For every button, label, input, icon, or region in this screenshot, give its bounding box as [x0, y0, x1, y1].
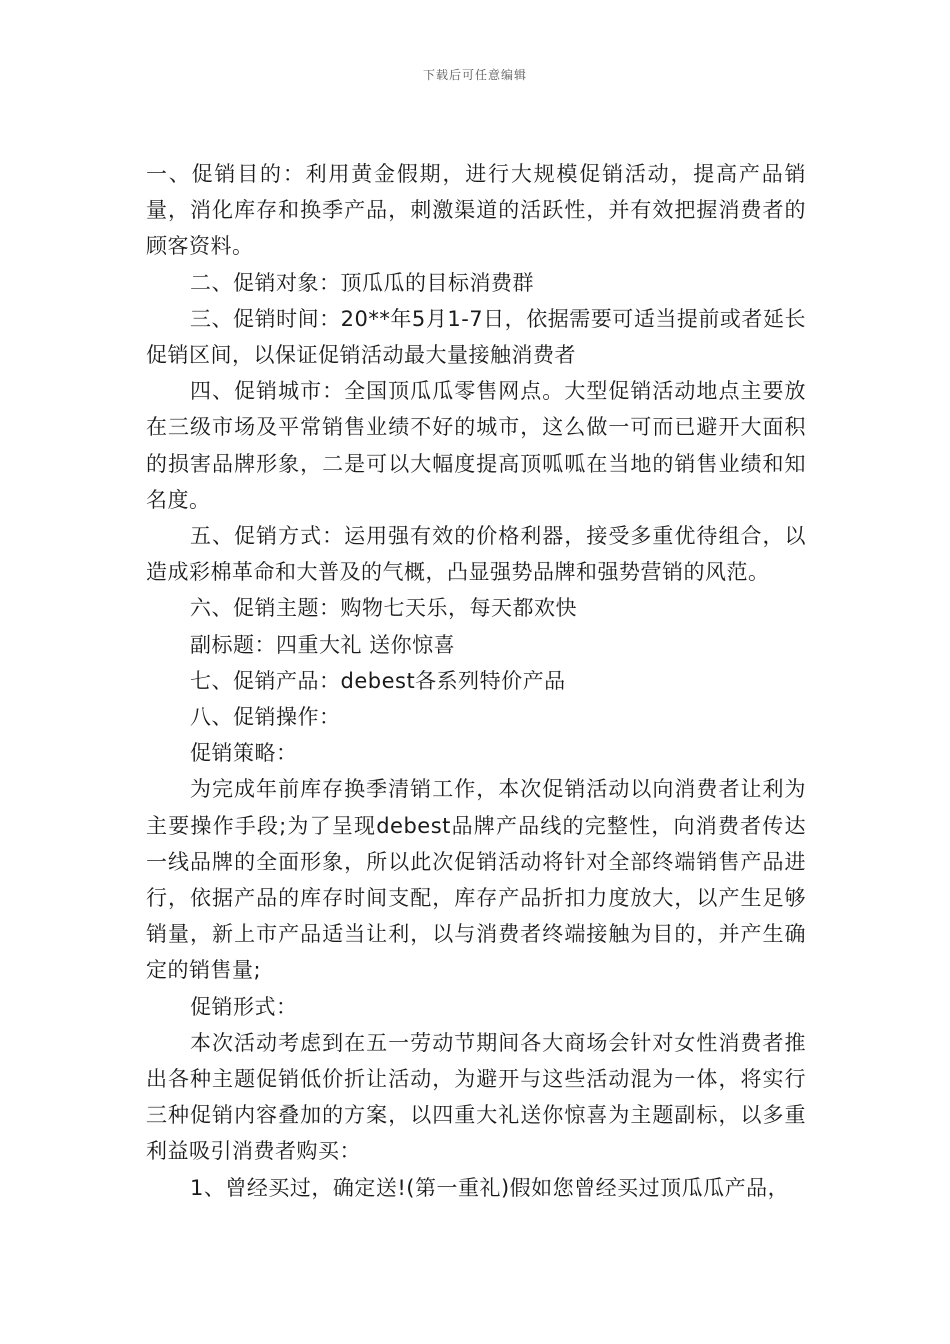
paragraph-form: 本次活动考虑到在五一劳动节期间各大商场会针对女性消费者推出各种主题促销低价折让活动，为避开与这些活动混为一体，将实行三种促销内容叠加的方案，以四重大礼送你惊喜为主题副标，以多重利益吸引消费者购买： — [146, 1030, 806, 1164]
paragraph-target: 二、促销对象：顶瓜瓜的目标消费群 — [190, 270, 534, 295]
paragraph-theme: 六、促销主题：购物七天乐，每天都欢快 — [190, 596, 577, 621]
paragraph-first-gift: 1、曾经买过，确定送!(第一重礼)假如您曾经买过顶瓜瓜产品， — [190, 1175, 790, 1200]
paragraph-form-heading: 促销形式： — [190, 994, 298, 1019]
paragraph-operation: 八、促销操作： — [190, 705, 341, 730]
paragraph-city: 四、促销城市：全国顶瓜瓜零售网点。大型促销活动地点主要放在三级市场及平常销售业绩不好的城市，这么做一可而已避开大面积的损害品牌形象，二是可以大幅度提高顶呱呱在当地的销售业绩和知名度。 — [146, 379, 806, 512]
page-header: 下载后可任意编辑 — [422, 68, 527, 82]
paragraph-strategy-heading: 促销策略： — [190, 741, 298, 766]
paragraph-subtitle: 副标题：四重大礼 送你惊喜 — [190, 632, 456, 657]
paragraph-product: 七、促销产品：debest各系列特价产品 — [190, 668, 566, 693]
paragraph-strategy: 为完成年前库存换季清销工作，本次促销活动以向消费者让利为主要操作手段;为了呈现debest品牌产品线的完整性，向消费者传达一线品牌的全面形象，所以此次促销活动将针对全部终端销售产品进行，依据产品的库存时间支配，库存产品折扣力度放大，以产生足够销量，新上市产品适当让利，以与消费者终端接触为目的，并产生确定的销售量; — [146, 777, 806, 983]
paragraph-method: 五、促销方式：运用强有效的价格利器，接受多重优待组合，以造成彩棉革命和大普及的气概，凸显强势品牌和强势营销的风范。 — [146, 524, 806, 585]
document-body — [146, 156, 806, 1206]
paragraph-purpose: 一、促销目的：利用黄金假期，进行大规模促销活动，提高产品销量，消化库存和换季产品，刺激渠道的活跃性，并有效把握消费者的顾客资料。 — [146, 162, 806, 259]
paragraph-time: 三、促销时间：20**年5月1-7日，依据需要可适当提前或者延长促销区间，以保证促销活动最大量接触消费者 — [146, 306, 806, 368]
